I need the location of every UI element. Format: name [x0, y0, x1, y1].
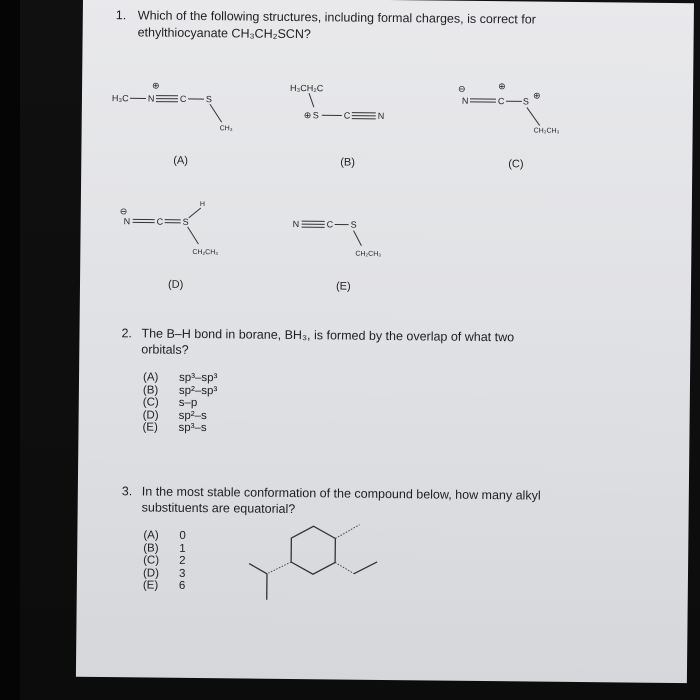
option-c: (C) 2 [143, 554, 186, 568]
atom-s: S [350, 219, 357, 230]
atom-c: C [326, 219, 334, 230]
charge-plus: ⊕ [303, 110, 312, 121]
option-c: (C) s–p [142, 396, 198, 410]
ethyl-bond [354, 562, 377, 574]
atom-c: C [343, 110, 351, 121]
option-b: (B) 1 [143, 542, 186, 555]
option-a: (A) 0 [143, 529, 186, 542]
atom-n: N [292, 219, 300, 230]
monitor-bezel [0, 0, 20, 700]
atom-c: C [156, 216, 164, 227]
atom-s: S [182, 216, 189, 227]
q2-stem-line1: The B–H bond in borane, BH₃, is formed by the overlap of what two [141, 326, 515, 345]
atom-ch3: CH₃ [219, 125, 233, 133]
charge-plus: ⊕ [152, 80, 160, 91]
atom-n: N [147, 93, 155, 104]
label-d: (D) [167, 278, 184, 291]
charge-minus: ⊖ [458, 83, 466, 94]
q2-number: 2. [121, 326, 133, 341]
atom-s: S [522, 96, 530, 107]
option-b: (B) sp²–sp³ [142, 384, 218, 397]
option-d: (D) sp²–s [142, 409, 207, 422]
group-ch2ch3: CH₂CH₃ [192, 248, 219, 257]
atom-s: S [205, 94, 213, 105]
hashed-bond-ethyl [335, 562, 354, 573]
hashed-bond-isopropyl [267, 562, 291, 574]
atom-n: N [461, 95, 469, 106]
option-e: (E) 6 [142, 579, 186, 593]
group-ch2ch3: CH₂CH₃ [533, 127, 560, 135]
atom-h: H [199, 201, 205, 209]
atom-c: C [497, 96, 505, 107]
label-a: (A) [173, 154, 189, 167]
atom-h3c: H₃C [111, 93, 129, 104]
option-d: (D) 3 [142, 567, 186, 580]
cyclohexane-structure [76, 0, 694, 700]
q1-stem-line2: ethylthiocyanate CH₃CH₂SCN? [137, 25, 311, 42]
quiz-page [76, 0, 694, 683]
charge-plus-s: ⊕ [532, 90, 541, 101]
q3-stem-line1: In the most stable conformation of the compound below, how many alkyl [141, 484, 541, 503]
hashed-bond-methyl [335, 524, 359, 538]
charge-plus: ⊕ [498, 81, 506, 92]
group-ch2ch3: H₃CH₂C [290, 82, 324, 94]
q3-number: 3. [121, 484, 133, 499]
label-e: (E) [335, 280, 351, 293]
q3-stem-line2: substituents are equatorial? [141, 500, 296, 517]
charge-minus: ⊖ [119, 206, 128, 217]
group-ch2ch3: CH₂CH₃ [355, 250, 382, 258]
q1-number: 1. [115, 8, 127, 23]
atom-s: S [312, 110, 319, 121]
atom-n: N [377, 110, 385, 121]
atom-n: N [123, 216, 131, 227]
q1-stem-line1: Which of the following structures, including formal charges, is correct for [137, 8, 536, 27]
label-b: (B) [340, 156, 356, 169]
label-c: (C) [508, 158, 524, 171]
q2-stem-line2: orbitals? [141, 342, 189, 357]
option-e: (E) sp³–s [142, 421, 207, 435]
option-a: (A) sp³–sp³ [142, 371, 218, 385]
isopropyl-bond-1 [249, 564, 267, 574]
atom-c: C [179, 93, 187, 104]
